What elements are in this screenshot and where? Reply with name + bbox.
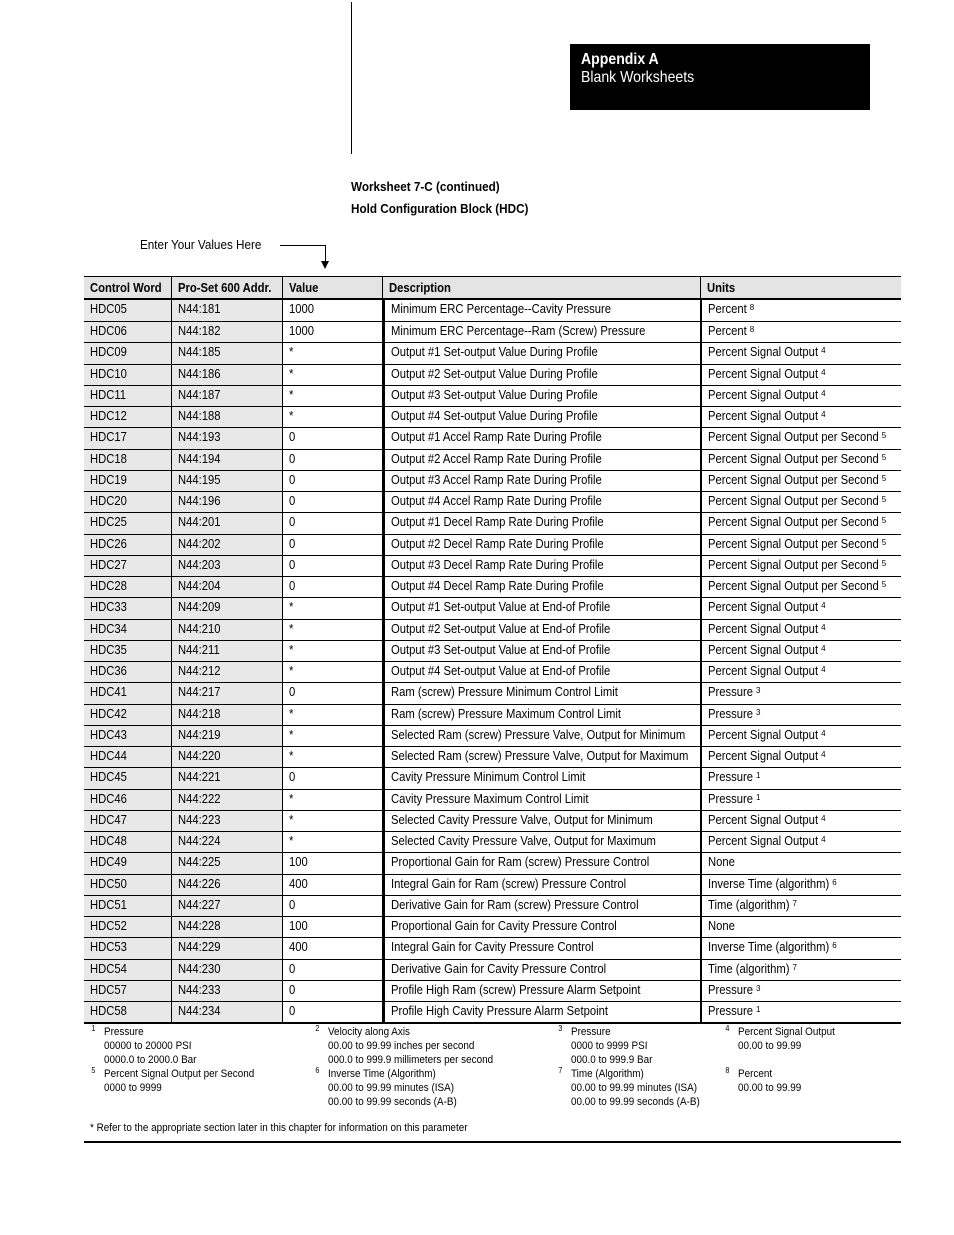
control-word-cell: HDC49 [84,853,172,873]
footnote-line: 0000.0 to 2000.0 Bar [104,1054,197,1066]
description-cell: Output #3 Set-output Value at End-of Profile [383,641,701,661]
units-cell: Percent Signal Output per Second 5 [701,513,901,533]
table-row [84,450,901,471]
table-row [84,641,901,662]
control-word-cell: HDC09 [84,343,172,363]
footnote-line: 00.00 to 99.99 seconds (A-B) [571,1096,700,1108]
table-row [84,662,901,683]
value-cell[interactable]: 1000 [283,322,383,342]
footnote-7 [558,1066,700,1109]
footnote-line: 00.00 to 99.99 [738,1082,802,1094]
address-cell: N44:188 [172,407,283,427]
units-cell: Pressure 1 [701,1002,901,1022]
footnote-line: Time (Algorithm) [571,1068,644,1080]
value-cell[interactable]: * [283,365,383,385]
worksheet-table [84,276,901,1023]
table-row [84,386,901,407]
footnote-4 [725,1024,835,1053]
table-row [84,853,901,874]
address-cell: N44:202 [172,535,283,555]
arrow-stem [325,245,326,262]
control-word-cell: HDC18 [84,450,172,470]
control-word-cell: HDC05 [84,300,172,321]
table-row [84,875,901,896]
footnote-divider [84,1023,901,1024]
value-cell[interactable]: * [283,662,383,682]
units-cell: Percent Signal Output per Second 5 [701,471,901,491]
table-row [84,726,901,747]
table-header-row [84,276,901,300]
units-cell: Percent Signal Output 4 [701,811,901,831]
value-cell[interactable]: 0 [283,535,383,555]
description-cell: Output #2 Set-output Value at End-of Profile [383,620,701,640]
table-body [84,300,901,1023]
units-cell: Percent Signal Output per Second 5 [701,450,901,470]
units-cell: Pressure 3 [701,705,901,725]
appendix-banner [570,44,870,110]
table-row [84,768,901,789]
units-cell: None [701,853,901,873]
value-cell[interactable]: * [283,407,383,427]
table-row [84,300,901,322]
footnote-line: 000.0 to 999.9 Bar [571,1054,653,1066]
units-cell: Percent Signal Output 4 [701,365,901,385]
value-cell[interactable]: 0 [283,492,383,512]
description-cell: Output #4 Set-output Value During Profile [383,407,701,427]
control-word-cell: HDC45 [84,768,172,788]
bottom-rule [84,1141,901,1143]
value-cell[interactable]: * [283,620,383,640]
units-cell: Percent Signal Output 4 [701,641,901,661]
control-word-cell: HDC33 [84,598,172,618]
address-cell: N44:226 [172,875,283,895]
value-cell[interactable]: * [283,726,383,746]
column-header-value: Value [283,277,383,298]
units-cell: Percent Signal Output 4 [701,620,901,640]
units-cell: Percent Signal Output per Second 5 [701,428,901,448]
footnote-line: Inverse Time (Algorithm) [328,1068,436,1080]
control-word-cell: HDC53 [84,938,172,958]
control-word-cell: HDC20 [84,492,172,512]
units-cell: Pressure 1 [701,790,901,810]
description-cell: Selected Ram (screw) Pressure Valve, Output for Maximum [383,747,701,767]
address-cell: N44:211 [172,641,283,661]
units-cell: Inverse Time (algorithm) 6 [701,875,901,895]
description-cell: Output #4 Decel Ramp Rate During Profile [383,577,701,597]
control-word-cell: HDC52 [84,917,172,937]
control-word-cell: HDC46 [84,790,172,810]
control-word-cell: HDC34 [84,620,172,640]
table-row [84,598,901,619]
control-word-cell: HDC57 [84,981,172,1001]
units-cell: Pressure 3 [701,981,901,1001]
description-cell: Ram (screw) Pressure Minimum Control Limit [383,683,701,703]
address-cell: N44:227 [172,896,283,916]
control-word-cell: HDC10 [84,365,172,385]
footnote-number: 8 [725,1066,730,1075]
footnote-line: Pressure [571,1026,611,1038]
units-cell: Pressure 1 [701,768,901,788]
address-cell: N44:185 [172,343,283,363]
address-cell: N44:204 [172,577,283,597]
address-cell: N44:209 [172,598,283,618]
description-cell: Selected Ram (screw) Pressure Valve, Output for Minimum [383,726,701,746]
footnote-line: 00.00 to 99.99 minutes (ISA) [571,1082,698,1094]
description-cell: Output #1 Accel Ramp Rate During Profile [383,428,701,448]
table-row [84,938,901,959]
control-word-cell: HDC25 [84,513,172,533]
value-cell[interactable]: 0 [283,683,383,703]
description-cell: Output #3 Set-output Value During Profile [383,386,701,406]
table-row [84,322,901,343]
description-cell: Cavity Pressure Maximum Control Limit [383,790,701,810]
value-cell[interactable]: 400 [283,938,383,958]
control-word-cell: HDC54 [84,960,172,980]
worksheet-title: Worksheet 7-C (continued) [351,179,500,194]
column-header-address: Pro-Set 600 Addr. [172,277,283,298]
units-cell: Time (algorithm) 7 [701,960,901,980]
address-cell: N44:221 [172,768,283,788]
footnote-line: 00000 to 20000 PSI [104,1040,192,1052]
column-header-control-word: Control Word [84,277,172,298]
control-word-cell: HDC41 [84,683,172,703]
value-cell[interactable]: 0 [283,1002,383,1022]
value-cell[interactable]: * [283,747,383,767]
table-row [84,917,901,938]
description-cell: Output #3 Accel Ramp Rate During Profile [383,471,701,491]
footnote-3 [558,1024,653,1067]
table-row [84,1002,901,1023]
footnote-line: Pressure [104,1026,144,1038]
table-row [84,343,901,364]
footnote-line: Percent Signal Output [738,1026,835,1038]
control-word-cell: HDC51 [84,896,172,916]
footnote-number: 3 [558,1024,563,1033]
table-row [84,981,901,1002]
footnote-line: Percent [738,1068,773,1080]
units-cell: Percent Signal Output 4 [701,832,901,852]
units-cell: Percent Signal Output per Second 5 [701,492,901,512]
value-cell[interactable]: 0 [283,556,383,576]
control-word-cell: HDC06 [84,322,172,342]
control-word-cell: HDC47 [84,811,172,831]
address-cell: N44:218 [172,705,283,725]
units-cell: Percent Signal Output per Second 5 [701,556,901,576]
value-cell[interactable]: 0 [283,577,383,597]
value-cell[interactable]: 0 [283,960,383,980]
units-cell: Percent Signal Output 4 [701,726,901,746]
description-cell: Output #4 Accel Ramp Rate During Profile [383,492,701,512]
value-cell[interactable]: 1000 [283,300,383,321]
control-word-cell: HDC28 [84,577,172,597]
control-word-cell: HDC17 [84,428,172,448]
description-cell: Output #1 Decel Ramp Rate During Profile [383,513,701,533]
appendix-title: Appendix A [581,51,659,68]
value-cell[interactable]: * [283,386,383,406]
units-cell: Percent Signal Output per Second 5 [701,577,901,597]
column-header-description: Description [383,277,701,298]
description-cell: Derivative Gain for Ram (screw) Pressure Control [383,896,701,916]
footnote-line: 00.00 to 99.99 seconds (A-B) [328,1096,457,1108]
table-row [84,683,901,704]
description-cell: Selected Cavity Pressure Valve, Output for Maximum [383,832,701,852]
table-row [84,620,901,641]
address-cell: N44:225 [172,853,283,873]
address-cell: N44:182 [172,322,283,342]
value-cell[interactable]: 100 [283,853,383,873]
units-cell: None [701,917,901,937]
value-cell[interactable]: * [283,832,383,852]
description-cell: Output #1 Set-output Value During Profile [383,343,701,363]
value-cell[interactable]: 100 [283,917,383,937]
units-cell: Inverse Time (algorithm) 6 [701,938,901,958]
control-word-cell: HDC19 [84,471,172,491]
control-word-cell: HDC12 [84,407,172,427]
address-cell: N44:230 [172,960,283,980]
description-cell: Ram (screw) Pressure Maximum Control Limit [383,705,701,725]
footnote-8 [725,1066,802,1095]
description-cell: Proportional Gain for Ram (screw) Pressure Control [383,853,701,873]
footnote-line: 0000 to 9999 [104,1082,162,1094]
description-cell: Output #2 Accel Ramp Rate During Profile [383,450,701,470]
description-cell: Output #3 Decel Ramp Rate During Profile [383,556,701,576]
table-row [84,577,901,598]
value-cell[interactable]: 0 [283,768,383,788]
value-cell[interactable]: 0 [283,428,383,448]
table-row [84,960,901,981]
address-cell: N44:222 [172,790,283,810]
table-row [84,790,901,811]
description-cell: Output #4 Set-output Value at End-of Profile [383,662,701,682]
footnote-line: 00.00 to 99.99 minutes (ISA) [328,1082,455,1094]
address-cell: N44:194 [172,450,283,470]
table-row [84,832,901,853]
footnote-line: 00.00 to 99.99 inches per second [328,1040,475,1052]
footnote-line: 000.0 to 999.9 millimeters per second [328,1054,494,1066]
units-cell: Percent 8 [701,322,901,342]
control-word-cell: HDC42 [84,705,172,725]
description-cell: Integral Gain for Ram (screw) Pressure Control [383,875,701,895]
footnote-line: Percent Signal Output per Second [104,1068,255,1080]
footnote-5 [91,1066,255,1095]
footnote-number: 5 [91,1066,96,1075]
value-cell[interactable]: * [283,790,383,810]
footnote-number: 1 [91,1024,96,1033]
footnote-number: 4 [725,1024,730,1033]
address-cell: N44:187 [172,386,283,406]
description-cell: Minimum ERC Percentage--Ram (Screw) Pressure [383,322,701,342]
description-cell: Derivative Gain for Cavity Pressure Control [383,960,701,980]
description-cell: Profile High Cavity Pressure Alarm Setpoint [383,1002,701,1022]
address-cell: N44:223 [172,811,283,831]
units-cell: Percent Signal Output 4 [701,662,901,682]
value-cell[interactable]: 0 [283,896,383,916]
description-cell: Output #2 Set-output Value During Profile [383,365,701,385]
description-cell: Cavity Pressure Minimum Control Limit [383,768,701,788]
description-cell: Minimum ERC Percentage--Cavity Pressure [383,300,701,321]
units-cell: Percent Signal Output per Second 5 [701,535,901,555]
footnote-1 [91,1024,197,1067]
units-cell: Percent Signal Output 4 [701,386,901,406]
control-word-cell: HDC26 [84,535,172,555]
value-cell[interactable]: 0 [283,513,383,533]
table-row [84,705,901,726]
description-cell: Selected Cavity Pressure Valve, Output for Minimum [383,811,701,831]
table-row [84,556,901,577]
address-cell: N44:201 [172,513,283,533]
table-row [84,407,901,428]
units-cell: Percent Signal Output 4 [701,598,901,618]
value-cell[interactable]: 0 [283,471,383,491]
arrow-line [280,245,326,246]
control-word-cell: HDC58 [84,1002,172,1022]
table-row [84,747,901,768]
appendix-subtitle: Blank Worksheets [581,69,695,86]
description-cell: Output #2 Decel Ramp Rate During Profile [383,535,701,555]
value-cell[interactable]: * [283,641,383,661]
control-word-cell: HDC36 [84,662,172,682]
address-cell: N44:228 [172,917,283,937]
control-word-cell: HDC35 [84,641,172,661]
units-cell: Percent Signal Output 4 [701,407,901,427]
control-word-cell: HDC50 [84,875,172,895]
footnote-6 [315,1066,457,1109]
units-cell: Pressure 3 [701,683,901,703]
address-cell: N44:224 [172,832,283,852]
value-cell[interactable]: 0 [283,450,383,470]
address-cell: N44:181 [172,300,283,321]
control-word-cell: HDC11 [84,386,172,406]
table-row [84,428,901,449]
footnote-number: 7 [558,1066,563,1075]
description-cell: Proportional Gain for Cavity Pressure Control [383,917,701,937]
table-row [84,365,901,386]
enter-values-label: Enter Your Values Here [140,237,262,252]
value-cell[interactable]: * [283,598,383,618]
control-word-cell: HDC43 [84,726,172,746]
margin-rule [351,2,352,154]
address-cell: N44:229 [172,938,283,958]
value-cell[interactable]: * [283,705,383,725]
control-word-cell: HDC27 [84,556,172,576]
table-row [84,535,901,556]
footnote-2 [315,1024,494,1067]
footnote-number: 6 [315,1066,320,1075]
arrow-down-icon [321,261,329,269]
column-header-units: Units [701,277,901,298]
asterisk-note: * Refer to the appropriate section later in this chapter for information on this parameter [90,1122,468,1134]
units-cell: Percent 8 [701,300,901,321]
address-cell: N44:217 [172,683,283,703]
value-cell[interactable]: * [283,343,383,363]
table-row [84,492,901,513]
address-cell: N44:233 [172,981,283,1001]
footnote-number: 2 [315,1024,320,1033]
units-cell: Percent Signal Output 4 [701,343,901,363]
address-cell: N44:195 [172,471,283,491]
address-cell: N44:193 [172,428,283,448]
table-row [84,811,901,832]
table-row [84,896,901,917]
address-cell: N44:234 [172,1002,283,1022]
table-row [84,513,901,534]
address-cell: N44:212 [172,662,283,682]
description-cell: Profile High Ram (screw) Pressure Alarm Setpoint [383,981,701,1001]
units-cell: Percent Signal Output 4 [701,747,901,767]
description-cell: Output #1 Set-output Value at End-of Profile [383,598,701,618]
footnote-line: 00.00 to 99.99 [738,1040,802,1052]
footnote-line: 0000 to 9999 PSI [571,1040,648,1052]
value-cell[interactable]: 0 [283,981,383,1001]
address-cell: N44:219 [172,726,283,746]
control-word-cell: HDC48 [84,832,172,852]
worksheet-block-title: Hold Configuration Block (HDC) [351,201,529,216]
table-row [84,471,901,492]
value-cell[interactable]: * [283,811,383,831]
address-cell: N44:203 [172,556,283,576]
address-cell: N44:196 [172,492,283,512]
value-cell[interactable]: 400 [283,875,383,895]
footnote-line: Velocity along Axis [328,1026,411,1038]
address-cell: N44:210 [172,620,283,640]
address-cell: N44:220 [172,747,283,767]
units-cell: Time (algorithm) 7 [701,896,901,916]
description-cell: Integral Gain for Cavity Pressure Control [383,938,701,958]
address-cell: N44:186 [172,365,283,385]
control-word-cell: HDC44 [84,747,172,767]
